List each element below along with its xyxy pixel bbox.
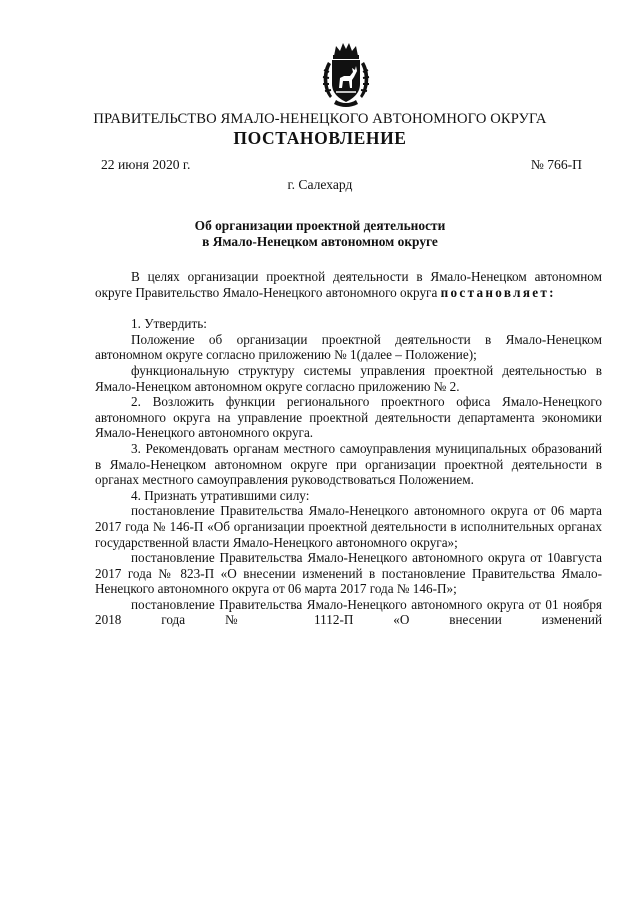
document-subject — [0, 218, 640, 249]
preamble-text: В целях организации проектной деятельности в Ямало-Ненецком автономном округе Правительство Ямало-Ненецкого автономного округа — [95, 269, 602, 300]
paragraph: Положение об организации проектной деятельности в Ямало-Ненецком автономном округе согласно приложению № 1(далее – Положение); — [95, 331, 602, 363]
paragraph: постановление Правительства Ямало-Ненецкого автономного округа от 06 марта 2017 года № 146-П «Об организации проектной деятельности в исполнительных органах государственной власти Ямало-Ненецкого автономного округа»; — [95, 503, 602, 550]
preamble-paragraph — [95, 269, 602, 300]
document-date: 22 июня 2020 г. — [101, 157, 191, 172]
paragraph: 4. Признать утратившими силу: — [131, 487, 310, 503]
document-city: г. Салехард — [287, 177, 353, 192]
paragraph: постановление Правительства Ямало-Ненецкого автономного округа от 01 ноября 2018 года № 1112-П «О внесении изменений — [95, 596, 602, 628]
paragraph: постановление Правительства Ямало-Ненецкого автономного округа от 10августа 2017 года № 823-П «О внесении изменений в постановление Правительства Ямало-Ненецкого автономного округа от 06 марта 2017 года № 146-П»; — [95, 550, 602, 597]
document-type-title: ПОСТАНОВЛЕНИЕ — [233, 128, 407, 148]
document-number: № 766-П — [530, 157, 582, 172]
resolution-keyword: постановляет: — [440, 284, 556, 300]
paragraph: функциональную структуру системы управления проектной деятельностью в Ямало-Ненецком автономном округе согласно приложению № 2. — [95, 362, 602, 394]
coat-of-arms-icon — [318, 40, 374, 108]
subject-line: Об организации проектной деятельности — [194, 218, 446, 233]
document-body — [95, 269, 602, 628]
government-title: ПРАВИТЕЛЬСТВО ЯМАЛО-НЕНЕЦКОГО АВТОНОМНОГО ОКРУГА — [93, 111, 547, 127]
paragraph: 2. Возложить функции регионального проектного офиса Ямало-Ненецкого автономного округа на управление проектной деятельности департамента экономики Ямало-Ненецкого автономного округа. — [95, 394, 602, 441]
paragraph: 1. Утвердить: — [131, 316, 207, 332]
subject-line: в Ямало-Ненецком автономном округе — [202, 233, 438, 249]
paragraph: 3. Рекомендовать органам местного самоуправления муниципальных образований в Ямало-Ненецком автономном округе при организации проектной деятельности в органах местного самоуправления руководствоваться Положением. — [95, 440, 602, 488]
